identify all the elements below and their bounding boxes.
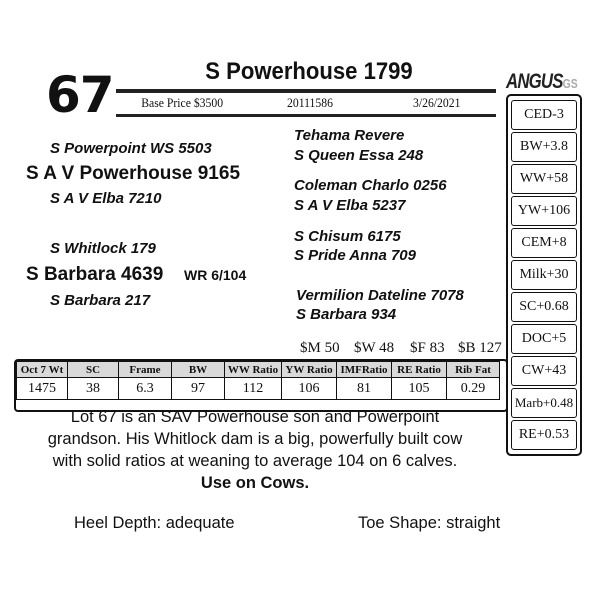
stats-header-row	[17, 362, 500, 378]
description-line: Lot 67 is an SAV Powerhouse son and Powerpoint	[70, 408, 440, 426]
description-line: with solid ratios at weaning to average 104 on 6 calves.	[52, 452, 458, 470]
sire-dam: S A V Elba 7210	[50, 190, 162, 207]
angus-logo-suffix: GS	[562, 76, 578, 91]
stats-header-cell: YW Ratio	[282, 362, 337, 378]
stats-header-cell: SC	[68, 362, 119, 378]
stats-table	[16, 361, 500, 400]
ggp-1: Tehama Revere	[294, 127, 405, 144]
base-price: Base Price $3500	[141, 95, 224, 110]
stats-header-cell: RE Ratio	[392, 362, 447, 378]
epd-cw: CW+43	[511, 356, 577, 386]
header-rule-bottom	[116, 114, 496, 117]
stats-value-cell: 0.29	[447, 378, 500, 400]
epd-bw: BW+3.8	[511, 132, 577, 162]
epd-yw: YW+106	[511, 196, 577, 226]
stats-header-cell: Oct 7 Wt	[17, 362, 68, 378]
ggp-3: Coleman Charlo 0256	[294, 177, 447, 194]
stats-header-cell: Rib Fat	[447, 362, 500, 378]
ggp-2: S Queen Essa 248	[294, 147, 424, 164]
ggp-8: S Barbara 934	[296, 306, 397, 323]
lot-number: 67	[46, 66, 114, 124]
epd-sc: SC+0.68	[511, 292, 577, 322]
dam-sire: S Whitlock 179	[50, 240, 156, 257]
ggp-5: S Chisum 6175	[294, 228, 401, 245]
epd-re: RE+0.53	[511, 420, 577, 450]
stats-header-cell: BW	[172, 362, 225, 378]
stats-header-cell: IMFRatio	[337, 362, 392, 378]
heel-depth: Heel Depth: adequate	[74, 514, 235, 532]
stats-value-cell: 38	[68, 378, 119, 400]
stats-value-cell: 105	[392, 378, 447, 400]
stats-value-row	[17, 378, 500, 400]
sire-sire: S Powerpoint WS 5503	[50, 140, 212, 157]
epd-ww: WW+58	[511, 164, 577, 194]
epd-doc: DOC+5	[511, 324, 577, 354]
header-rule-top	[116, 89, 496, 93]
stats-value-cell: 1475	[17, 378, 68, 400]
stats-header-cell: WW Ratio	[225, 362, 282, 378]
index-m: $M 50	[300, 340, 340, 356]
ggp-4: S A V Elba 5237	[294, 197, 406, 214]
stats-value-cell: 112	[225, 378, 282, 400]
ggp-7: Vermilion Dateline 7078	[296, 287, 464, 304]
index-b: $B 127	[458, 340, 502, 356]
registration-number: 20111586	[287, 95, 333, 110]
angus-logo-text: ANGUS	[506, 70, 563, 93]
description-line: grandson. His Whitlock dam is a big, powerfully built cow	[47, 430, 463, 448]
sire: S A V Powerhouse 9165	[26, 163, 241, 184]
angus-logo	[506, 70, 578, 94]
dam-weaning-ratio: WR 6/104	[184, 267, 247, 283]
epd-milk: Milk+30	[511, 260, 577, 290]
index-f: $F 83	[410, 340, 445, 356]
epd-cem: CEM+8	[511, 228, 577, 258]
lot-description	[18, 406, 492, 494]
stats-value-cell: 6.3	[119, 378, 172, 400]
index-w: $W 48	[354, 340, 395, 356]
stats-value-cell: 106	[282, 378, 337, 400]
stats-value-cell: 81	[337, 378, 392, 400]
epd-marb: Marb+0.48	[511, 388, 577, 418]
stats-header-cell: Frame	[119, 362, 172, 378]
birth-date: 3/26/2021	[413, 95, 461, 110]
bull-name: S Powerhouse 1799	[205, 58, 413, 85]
use-on-note: Use on Cows.	[200, 474, 310, 492]
dam-dam: S Barbara 217	[50, 292, 151, 309]
dam: S Barbara 4639	[26, 264, 164, 285]
epd-ced: CED-3	[511, 100, 577, 130]
stats-value-cell: 97	[172, 378, 225, 400]
toe-shape: Toe Shape: straight	[358, 514, 501, 532]
epd-column	[506, 94, 582, 456]
ggp-6: S Pride Anna 709	[294, 247, 416, 264]
